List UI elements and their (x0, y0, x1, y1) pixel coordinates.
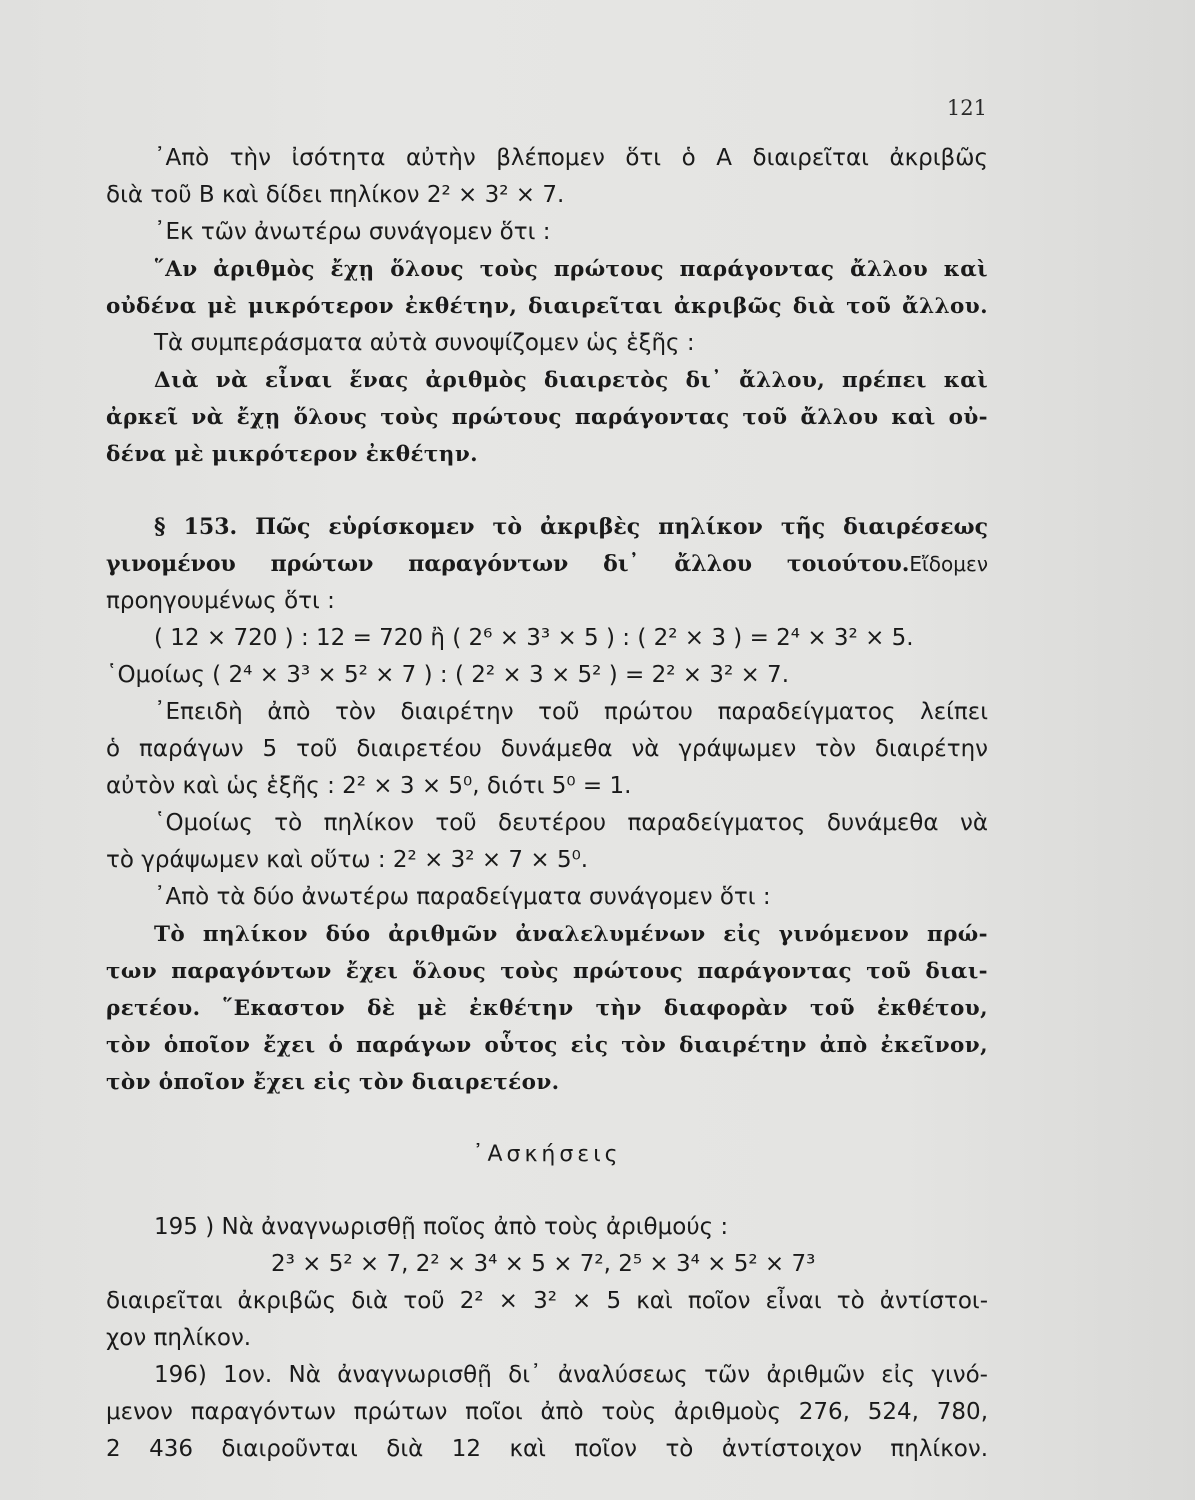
rule-line: ἀρκεῖ νὰ ἔχῃ ὅλους τοὺς πρώτους παράγοντας τοῦ ἄλλου καὶ οὐ- (106, 405, 988, 430)
section-heading: § 153. Πῶς εὑρίσκομεν τὸ ἀκριβὲς πηλίκον τῆς διαιρέσεως (154, 514, 988, 540)
formula-line: ( 12 × 720 ) : 12 = 720 ἢ ( 2⁶ × 3³ × 5 ) : ( 2² × 3 ) = 2⁴ × 3² × 5. (154, 625, 914, 651)
exercise-line: 195 ) Νὰ ἀναγνωρισθῇ ποῖος ἀπὸ τοὺς ἀριθμούς : (154, 1214, 729, 1240)
text-line: ᾿Απὸ τὰ δύο ἀνωτέρω παραδείγματα συνάγομεν ὅτι : (154, 884, 771, 910)
text-line: τὸ γράψωμεν καὶ οὕτω : 2² × 3² × 7 × 5⁰. (106, 847, 589, 873)
rule-line: ρετέου. ῞Εκαστον δὲ μὲ ἐκθέτην τὴν διαφορὰν τοῦ ἐκθέτου, (106, 996, 988, 1021)
spacer (106, 1175, 988, 1209)
text-line: Τὰ συμπεράσματα αὐτὰ συνοψίζομεν ὡς ἑξῆς : (154, 330, 695, 356)
text-line: διὰ τοῦ Β καὶ δίδει πηλίκον 2² × 3² × 7. (106, 182, 565, 208)
text-line: ᾿Επειδὴ ἀπὸ τὸν διαιρέτην τοῦ πρώτου παραδείγματος λείπει (154, 699, 988, 725)
rule-line: τὸν ὁποῖον ἔχει εἰς τὸν διαιρετέον. (106, 1070, 560, 1095)
section-heading-tail: γινομένου πρώτων παραγόντων δι᾿ ἄλλου τοιούτου. (106, 551, 910, 577)
exercises-heading: ᾿Ασκήσεις (472, 1142, 622, 1167)
text-line: ᾿Απὸ τὴν ἰσότητα αὐτὴν βλέπομεν ὅτι ὁ Α διαιρεῖται ἀκριβῶς (154, 145, 988, 171)
text-line: προηγουμένως ὅτι : (106, 588, 335, 614)
spacer (106, 1101, 988, 1135)
exercise-line: χον πηλίκον. (106, 1325, 252, 1351)
rule-line: οὐδένα μὲ μικρότερον ἐκθέτην, διαιρεῖται ἀκριβῶς διὰ τοῦ ἄλλου. (106, 294, 988, 319)
rule-line: Τὸ πηλίκον δύο ἀριθμῶν ἀναλελυμένων εἰς γινόμενον πρώ- (154, 922, 988, 947)
page-number: 121 (946, 96, 987, 120)
text-line: αὐτὸν καὶ ὡς ἑξῆς : 2² × 3 × 5⁰, διότι 5⁰ = 1. (106, 773, 632, 799)
spacer (106, 473, 988, 509)
rule-line: τὸν ὁποῖον ἔχει ὁ παράγων οὗτος εἰς τὸν διαιρέτην ἀπὸ ἐκεῖνον, (106, 1033, 988, 1058)
text-line: ᾿Εκ τῶν ἀνωτέρω συνάγομεν ὅτι : (154, 219, 551, 245)
text-line: ῾Ομοίως τὸ πηλίκον τοῦ δευτέρου παραδείγματος δυνάμεθα νὰ (154, 810, 988, 836)
exercise-line: 196) 1ον. Νὰ ἀναγνωρισθῇ δι᾿ ἀναλύσεως τῶν ἀριθμῶν εἰς γινό- (154, 1362, 988, 1388)
text-line: ὁ παράγων 5 τοῦ διαιρετέου δυνάμεθα νὰ γράψωμεν τὸν διαιρέτην (106, 736, 988, 762)
exercise-line: μενον παραγόντων πρώτων ποῖοι ἀπὸ τοὺς ἀριθμοὺς 276, 524, 780, (106, 1399, 988, 1425)
section-text-start: Εἴδομεν (909, 552, 988, 576)
rule-line: ῞Αν ἀριθμὸς ἔχῃ ὅλους τοὺς πρώτους παράγοντας ἄλλου καὶ (154, 257, 988, 282)
formula-line: ῾Ομοίως ( 2⁴ × 3³ × 5² × 7 ) : ( 2² × 3 × 5² ) = 2² × 3² × 7. (106, 662, 790, 688)
exercise-formula: 2³ × 5² × 7, 2² × 3⁴ × 5 × 7², 2⁵ × 3⁴ × 5² × 7³ (271, 1251, 816, 1277)
rule-line: Διὰ νὰ εἶναι ἕνας ἀριθμὸς διαιρετὸς δι᾿ ἄλλου, πρέπει καὶ (154, 368, 988, 393)
page-body (106, 140, 988, 1468)
section-heading-continued (106, 546, 988, 583)
rule-line: των παραγόντων ἔχει ὅλους τοὺς πρώτους παράγοντας τοῦ διαι- (106, 959, 988, 984)
exercise-line: 2 436 διαιροῦνται διὰ 12 καὶ ποῖον τὸ ἀντίστοιχον πηλίκον. (106, 1436, 988, 1462)
exercise-line: διαιρεῖται ἀκριβῶς διὰ τοῦ 2² × 3² × 5 καὶ ποῖον εἶναι τὸ ἀντίστοι- (106, 1288, 988, 1314)
rule-line: δένα μὲ μικρότερον ἐκθέτην. (106, 442, 479, 467)
